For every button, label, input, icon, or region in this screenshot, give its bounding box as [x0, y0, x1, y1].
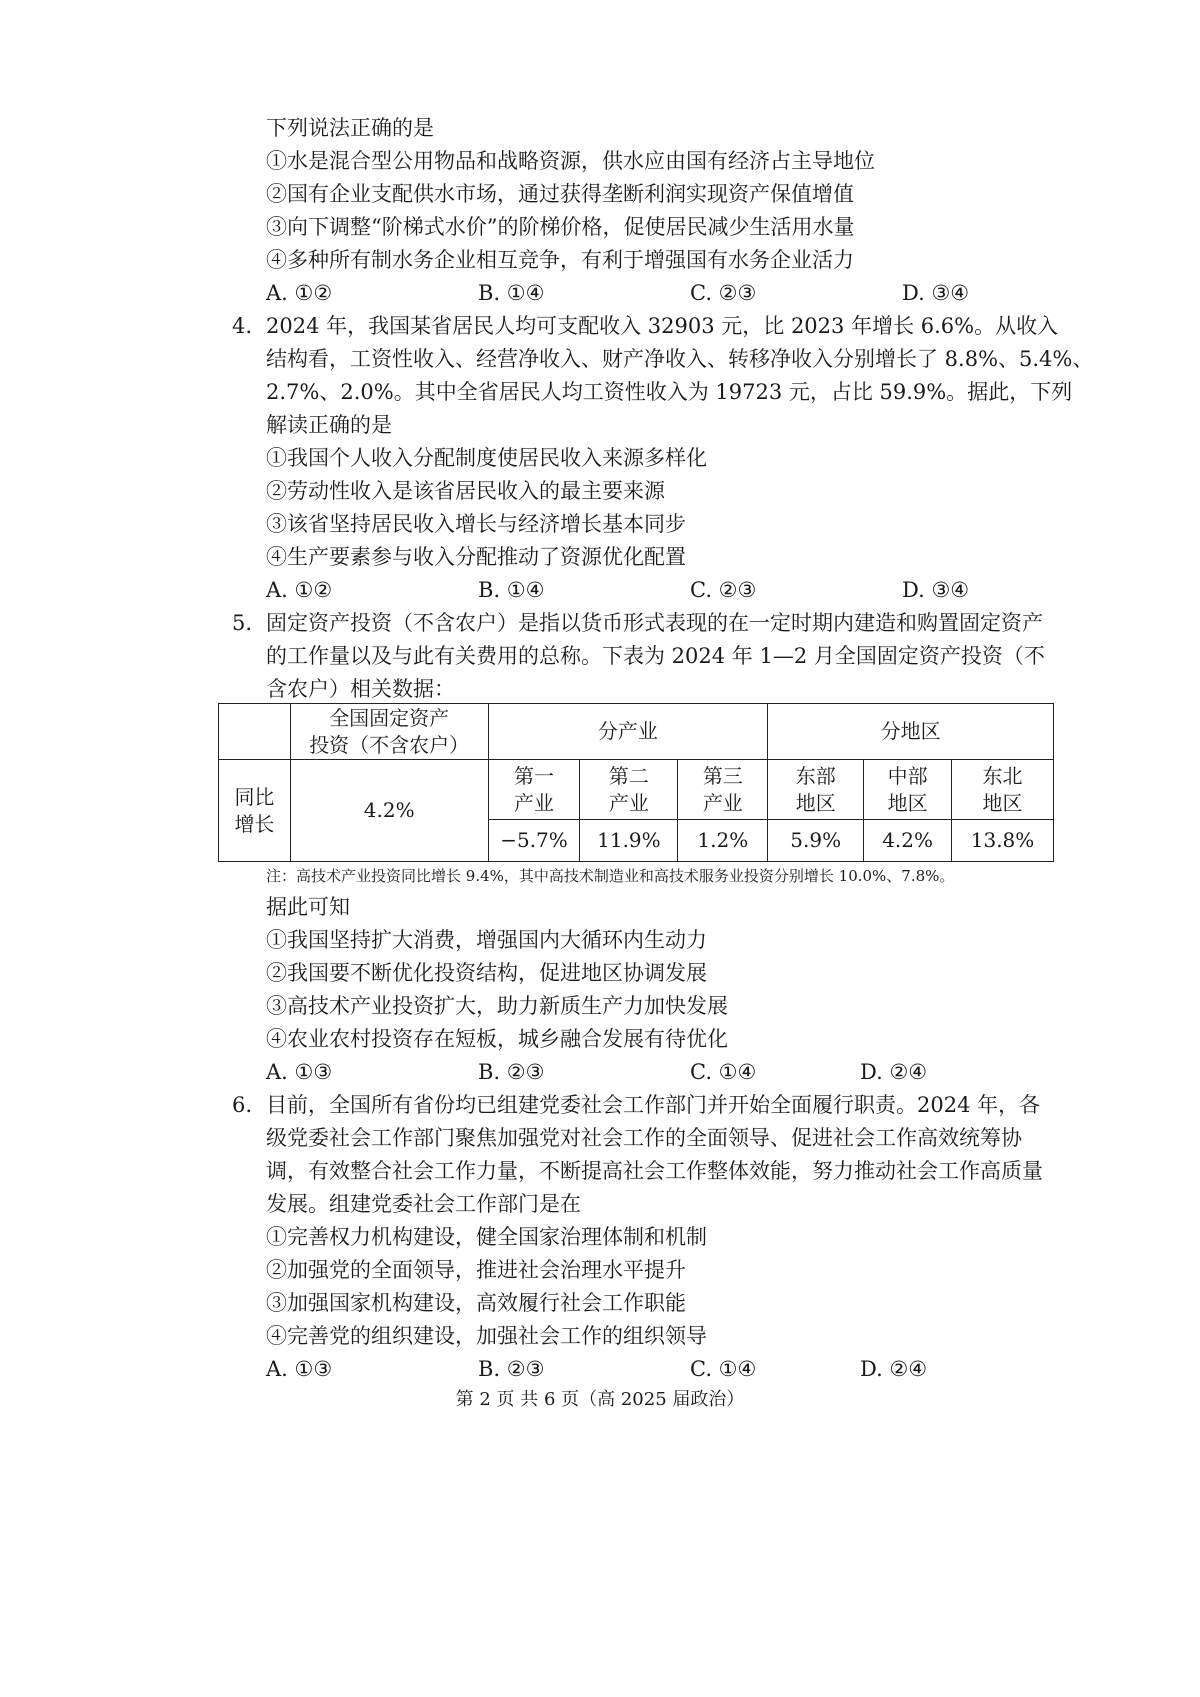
q4-line-1: 2024 年，我国某省居民人均可支配收入 32903 元，比 2023 年增长 6.6%。从收入 — [266, 314, 1059, 338]
table-header-region: 分地区 — [768, 704, 1054, 760]
q6-option-c: C. ①④ — [690, 1357, 757, 1381]
table-subheader-northeast — [952, 760, 1054, 820]
q5-option-c: C. ①④ — [690, 1060, 757, 1084]
q3-statement-2: ②国有企业支配供水市场，通过获得垄断利润实现资产保值增值 — [266, 182, 854, 206]
q5-statement-2: ②我国要不断优化投资结构，促进地区协调发展 — [266, 961, 707, 985]
q5-line-2: 的工作量以及与此有关费用的总称。下表为 2024 年 1—2 月全国固定资产投资（不 — [266, 644, 1045, 668]
subheader-l2: 地区 — [982, 790, 1023, 815]
table-row-label-line2: 增长 — [234, 811, 275, 836]
q5-line-3: 含农户）相关数据： — [266, 677, 455, 701]
q4-statement-1: ①我国个人收入分配制度使居民收入来源多样化 — [266, 446, 707, 470]
q5-statement-3: ③高技术产业投资扩大，助力新质生产力加快发展 — [266, 994, 728, 1018]
table-value-primary: −5.7% — [488, 820, 580, 862]
q4-option-b: B. ①④ — [478, 578, 545, 602]
q5-statement-4: ④农业农村投资存在短板，城乡融合发展有待优化 — [266, 1027, 728, 1051]
q4-line-2: 结构看，工资性收入、经营净收入、财产净收入、转移净收入分别增长了 8.8%、5.4%、 — [266, 347, 1094, 371]
q4-number: 4. — [232, 314, 253, 338]
q6-statement-3: ③加强国家机构建设，高效履行社会工作职能 — [266, 1291, 686, 1315]
table-subheader-east — [768, 760, 864, 820]
table-header-industry: 分产业 — [488, 704, 768, 760]
table-subheader-secondary — [580, 760, 678, 820]
q5-line-1: 固定资产投资（不含农户）是指以货币形式表现的在一定时期内建造和购置固定资产 — [266, 611, 1043, 635]
subheader-l1: 第三 — [702, 763, 743, 788]
q3-statement-1: ①水是混合型公用物品和战略资源，供水应由国有经济占主导地位 — [266, 149, 875, 173]
table-row-label — [219, 760, 291, 862]
table-value-east: 5.9% — [768, 820, 864, 862]
q6-number: 6. — [232, 1093, 253, 1117]
q4-line-3: 2.7%、2.0%。其中全省居民人均工资性收入为 19723 元，占比 59.9%。据此，下列 — [266, 380, 1073, 404]
q5-option-d: D. ②④ — [860, 1060, 928, 1084]
table-header-total-line1: 全国固定资产 — [329, 705, 450, 730]
q6-line-2: 级党委社会工作部门聚焦加强党对社会工作的全面领导、促进社会工作高效统筹协 — [266, 1126, 1022, 1150]
q5-table-note: 注：高技术产业投资同比增长 9.4%，其中高技术制造业和高技术服务业投资分别增长 10.0%、7.8%。 — [266, 867, 955, 885]
table-value-northeast: 13.8% — [952, 820, 1054, 862]
q5-statement-1: ①我国坚持扩大消费，增强国内大循环内生动力 — [266, 928, 707, 952]
subheader-l1: 东北 — [982, 763, 1023, 788]
q3-option-c: C. ②③ — [690, 281, 757, 305]
q5-option-a: A. ①③ — [266, 1060, 333, 1084]
table-value-central: 4.2% — [864, 820, 952, 862]
table-subheader-central — [864, 760, 952, 820]
q6-statement-4: ④完善党的组织建设，加强社会工作的组织领导 — [266, 1324, 707, 1348]
q4-option-a: A. ①② — [266, 578, 333, 602]
table-header-total-line2: 投资（不含农户） — [309, 732, 470, 757]
q5-number: 5. — [232, 611, 253, 635]
subheader-l2: 地区 — [795, 790, 836, 815]
q5-lead: 据此可知 — [266, 895, 350, 919]
subheader-l2: 产业 — [608, 790, 649, 815]
q6-option-b: B. ②③ — [478, 1357, 545, 1381]
q3-stem-end: 下列说法正确的是 — [266, 116, 434, 140]
q5-option-b: B. ②③ — [478, 1060, 545, 1084]
q3-option-a: A. ①② — [266, 281, 333, 305]
subheader-l1: 东部 — [795, 763, 836, 788]
q4-option-c: C. ②③ — [690, 578, 757, 602]
table-value-secondary: 11.9% — [580, 820, 678, 862]
subheader-l2: 地区 — [887, 790, 928, 815]
table-subheader-tertiary — [678, 760, 768, 820]
table-row-label-line1: 同比 — [234, 784, 275, 809]
q4-statement-2: ②劳动性收入是该省居民收入的最主要来源 — [266, 479, 665, 503]
q4-statement-4: ④生产要素参与收入分配推动了资源优化配置 — [266, 545, 686, 569]
subheader-l1: 第一 — [513, 763, 554, 788]
page-footer: 第 2 页 共 6 页（高 2025 届政治） — [455, 1389, 745, 1410]
q3-statement-4: ④多种所有制水务企业相互竞争，有利于增强国有水务企业活力 — [266, 248, 854, 272]
subheader-l2: 产业 — [702, 790, 743, 815]
subheader-l1: 第二 — [608, 763, 649, 788]
q6-option-d: D. ②④ — [860, 1357, 928, 1381]
q3-option-b: B. ①④ — [478, 281, 545, 305]
table-total-value: 4.2% — [290, 760, 488, 862]
q4-option-d: D. ③④ — [902, 578, 970, 602]
table-subheader-primary — [488, 760, 580, 820]
q6-statement-2: ②加强党的全面领导，推进社会治理水平提升 — [266, 1258, 686, 1282]
q6-line-4: 发展。组建党委社会工作部门是在 — [266, 1192, 581, 1216]
q6-line-3: 调，有效整合社会工作力量，不断提高社会工作整体效能，努力推动社会工作高质量 — [266, 1159, 1043, 1183]
table-corner-cell — [219, 704, 291, 760]
q6-statement-1: ①完善权力机构建设，健全国家治理体制和机制 — [266, 1225, 707, 1249]
q6-line-1: 目前，全国所有省份均已组建党委社会工作部门并开始全面履行职责。2024 年，各 — [266, 1093, 1041, 1117]
investment-table — [218, 703, 1054, 862]
q6-option-a: A. ①③ — [266, 1357, 333, 1381]
subheader-l2: 产业 — [513, 790, 554, 815]
q3-option-d: D. ③④ — [902, 281, 970, 305]
q4-statement-3: ③该省坚持居民收入增长与经济增长基本同步 — [266, 512, 686, 536]
q3-statement-3: ③向下调整“阶梯式水价”的阶梯价格，促使居民减少生活用水量 — [266, 215, 855, 239]
table-value-tertiary: 1.2% — [678, 820, 768, 862]
subheader-l1: 中部 — [887, 763, 928, 788]
table-header-total — [290, 704, 488, 760]
q4-line-4: 解读正确的是 — [266, 413, 392, 437]
